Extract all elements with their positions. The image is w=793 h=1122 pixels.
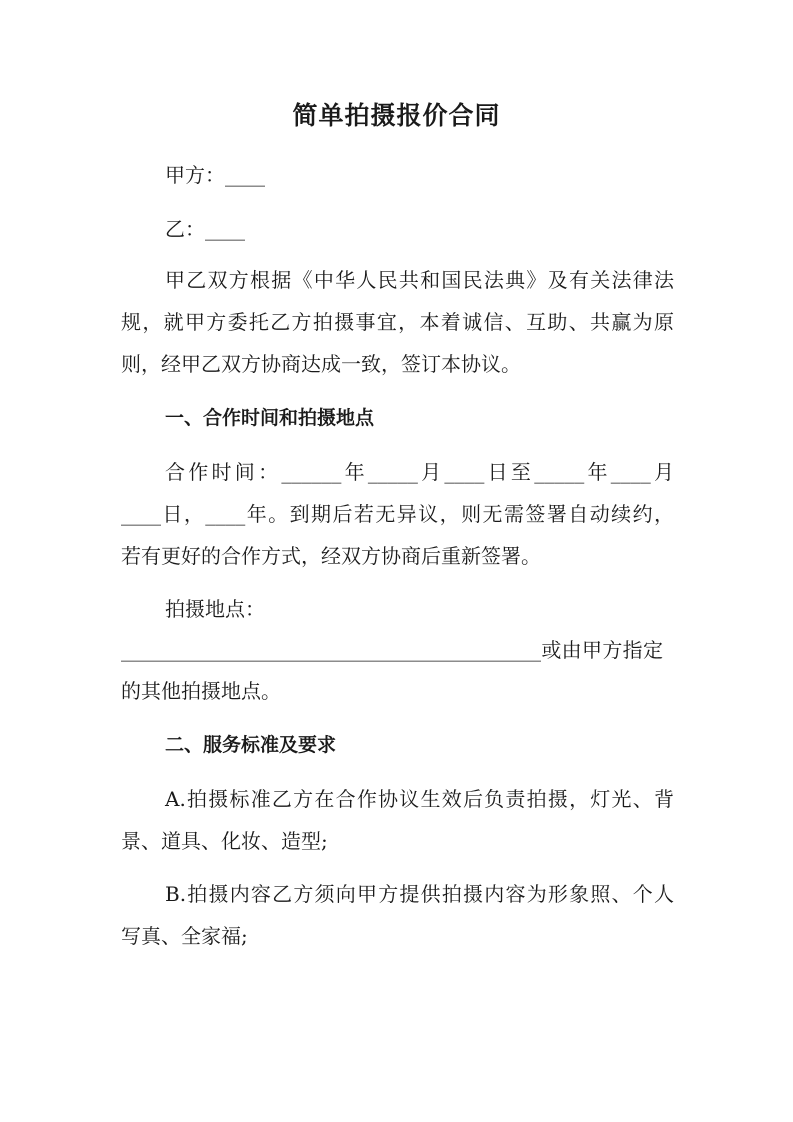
section1-heading: 一、合作时间和拍摄地点 [165, 407, 375, 429]
time-line-2: ____日，____年。到期后若无异议，则无需签署自动续约， [121, 502, 674, 526]
intro-line-2: 规，就甲方委托乙方拍摄事宜，本着诚信、互助、共赢为原 [121, 310, 674, 334]
intro-line-1: 甲乙双方根据《中华人民共和国民法典》及有关法律法 [165, 268, 674, 292]
time-line-3: 若有更好的合作方式，经双方协商后重新签署。 [121, 544, 541, 568]
intro-line-3: 则，经甲乙双方协商达成一致，签订本协议。 [121, 352, 521, 376]
section2-heading: 二、服务标准及要求 [165, 734, 337, 756]
item-b-line-1: B.拍摄内容乙方须向甲方提供拍摄内容为形象照、个人 [165, 882, 674, 906]
time-line-1: 合作时间：______年_____月____日至_____年____月 [165, 460, 674, 484]
location-line-1: __________________________________________或由甲方指定 [121, 638, 663, 662]
location-label: 拍摄地点： [165, 597, 265, 621]
item-a-line-2: 景、道具、化妆、造型; [121, 829, 328, 853]
party-b-line: 乙：____ [165, 217, 245, 241]
party-a-line: 甲方：____ [165, 163, 265, 187]
document-title: 简单拍摄报价合同 [292, 101, 501, 130]
location-line-2: 的其他拍摄地点。 [121, 679, 281, 703]
item-a-line-1: A.拍摄标准乙方在合作协议生效后负责拍摄，灯光、背 [165, 787, 674, 811]
item-b-line-2: 写真、全家福; [121, 924, 248, 948]
